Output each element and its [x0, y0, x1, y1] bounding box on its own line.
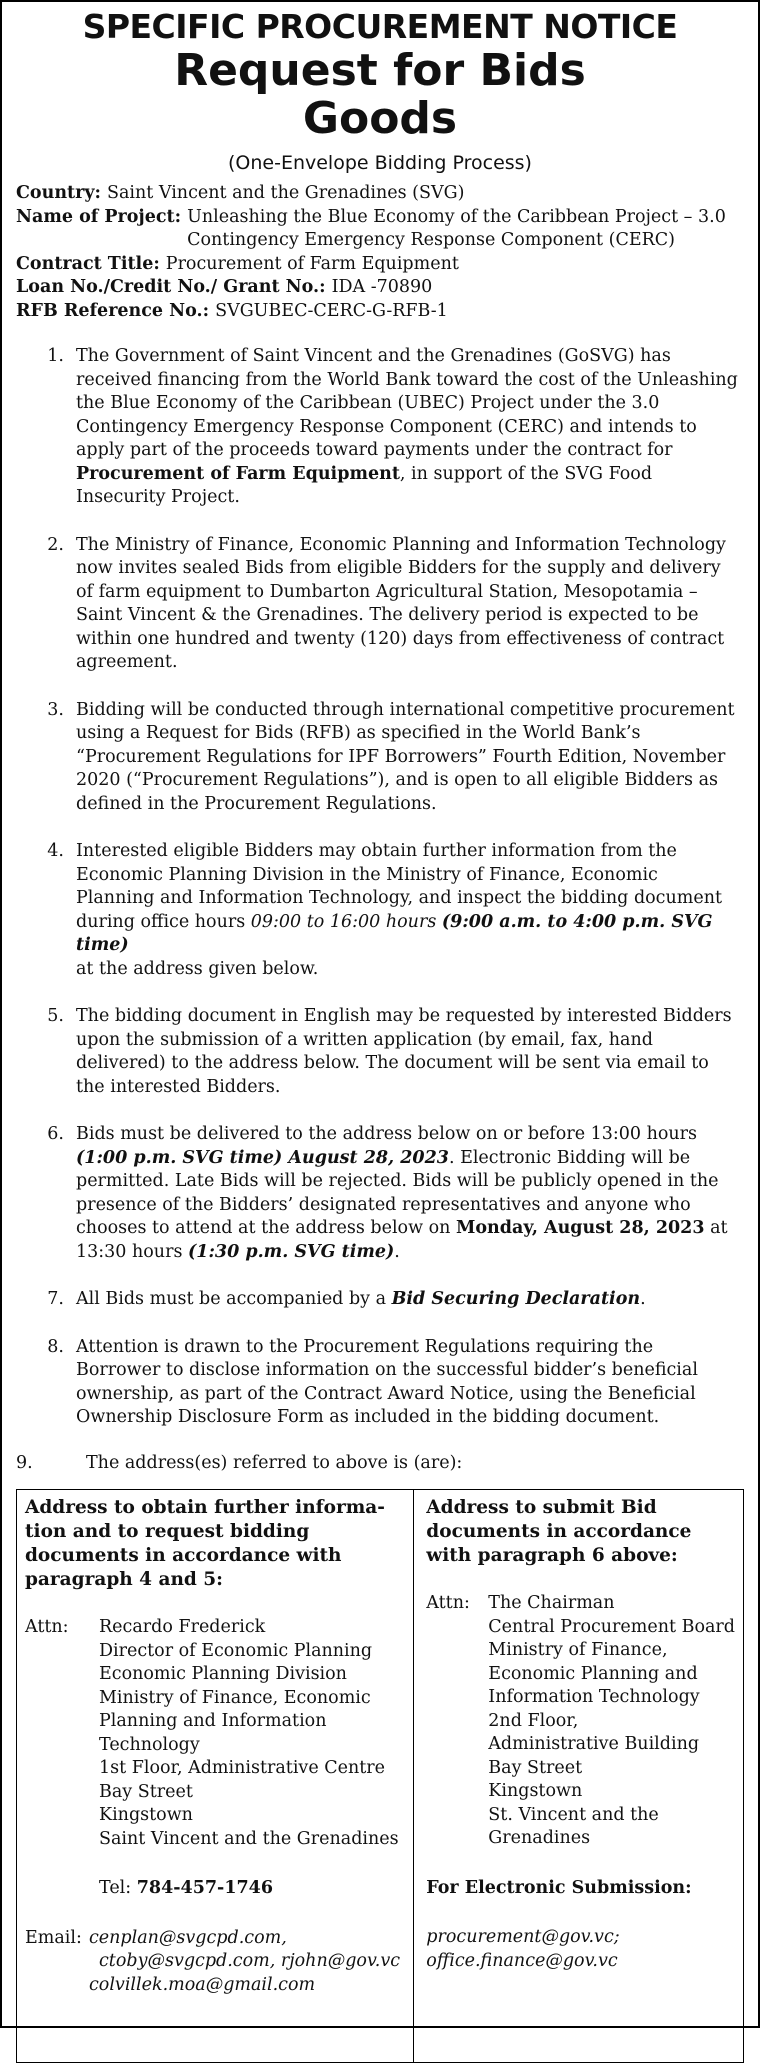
paragraph-number: 1.: [47, 346, 64, 366]
address-line: Central Procurement Board: [488, 1616, 735, 1637]
paragraph-number: 5.: [47, 1006, 64, 1026]
paragraph-text-part: .: [394, 1241, 400, 1262]
heading-line: Address to submit Bid: [426, 1497, 657, 1518]
attn-block: [426, 1592, 735, 1851]
paragraph-bold-italic-part: (1:00 p.m. SVG time) August 28, 2023: [76, 1147, 449, 1168]
address-line: St. Vincent and the: [488, 1804, 659, 1825]
address-line: Kingstown: [488, 1781, 583, 1801]
paragraph-text: Attention is drawn to the Procurement Regulations requiring the Borrower to disclose information on the successful bidder’s beneficial ownership, as part of the Contract Award Notice, using the Beneficial Ownership Disclosure Form as included in the bidding document.: [76, 1336, 698, 1427]
address-line: 1st Floor, Administrative Centre: [99, 1758, 386, 1778]
paragraph-text-part: at the address given below.: [76, 958, 319, 979]
address-line: Administrative Building: [488, 1734, 700, 1754]
email-block: [25, 1927, 405, 1998]
paragraph-5: [16, 1005, 744, 1099]
paragraph-3: [16, 699, 744, 817]
email-address: cenplan@svgcpd.com,: [89, 1927, 287, 1948]
paragraph-number: 2.: [47, 534, 64, 555]
tel-label: Tel:: [99, 1878, 137, 1898]
address-line: Saint Vincent and the Grenadines: [99, 1828, 399, 1849]
heading-line: with paragraph 6 above:: [426, 1545, 678, 1566]
address-line: Grenadines: [488, 1828, 591, 1848]
paragraph-bold-part: Procurement of Farm Equipment: [76, 463, 400, 484]
project-value-line-1: Unleashing the Blue Economy of the Caribbean Project – 3.0: [187, 206, 726, 227]
paragraph-text-part: All Bids must be accompanied by a: [76, 1289, 392, 1309]
loan-row: [16, 276, 744, 300]
project-value-line-2: Contingency Emergency Response Component (CERC): [187, 230, 676, 250]
loan-label: Loan No./Credit No./ Grant No.:: [16, 277, 326, 297]
process-subtitle: (One-Envelope Bidding Process): [228, 152, 532, 174]
paragraph-6: [16, 1123, 744, 1264]
project-label: Name of Project:: [16, 206, 182, 227]
paragraph-number: 8.: [47, 1336, 64, 1357]
address-table: [16, 1489, 744, 2063]
paragraph-number: 4.: [47, 841, 64, 861]
paragraph-1: [16, 345, 744, 510]
project-info: [16, 182, 744, 323]
address-line: Economic Planning Division: [99, 1664, 347, 1684]
contract-label: Contract Title:: [16, 253, 160, 274]
email-label: Email:: [25, 1927, 82, 1948]
address-line: Technology: [99, 1734, 200, 1755]
notice-type-heading: SPECIFIC PROCUREMENT NOTICE: [82, 7, 678, 46]
paragraph-7: [16, 1288, 744, 1312]
rfb-value: SVGUBEC-CERC-G-RFB-1: [215, 300, 448, 321]
paragraph-text-part: The Government of Saint Vincent and the Grenadines (GoSVG) has received financing from the World Bank toward the cost of the Unleashing the Blue Economy of the Caribbean (UBEC) Project under the 3.0 Contingency Emergency Response Component (CERC) and intends to apply part of the proceeds toward payments under the contract for: [76, 346, 738, 460]
email-address: ctoby@svgcpd.com, rjohn@gov.vc: [99, 1951, 401, 1971]
address-line: Recardo Frederick: [99, 1617, 266, 1637]
country-row: [16, 182, 744, 206]
paragraph-list: [16, 345, 744, 1475]
contract-value: Procurement of Farm Equipment: [165, 253, 459, 274]
rfb-row: [16, 300, 744, 324]
heading-line: documents in accordance: [426, 1521, 692, 1542]
attn-label: Attn:: [426, 1593, 470, 1613]
paragraph-bold-italic-part: Bid Securing Declaration: [391, 1289, 641, 1309]
address-line: The Chairman: [488, 1593, 615, 1613]
tel-number: 784-457-1746: [136, 1878, 274, 1898]
address-line: Ministry of Finance,: [488, 1640, 668, 1660]
project-value: [187, 206, 744, 253]
paragraph-number: 3.: [47, 699, 64, 720]
address-line: Bay Street: [488, 1757, 583, 1778]
paragraph-text-part: . Electronic Bidding will be permitted. Late Bids will be rejected. Bids will be publicly opened in the presence of the Bidders’ designated representatives and anyone who chooses to attend at the address below on: [76, 1147, 719, 1238]
project-row: [16, 206, 744, 253]
paragraph-text-part: , in support of the SVG Food Insecurity Project.: [76, 463, 653, 507]
paragraph-text-part: .: [640, 1289, 646, 1309]
email-address: procurement@gov.vc;: [426, 1927, 620, 1947]
address-column-submit: [414, 1490, 743, 2062]
title-line-1: Request for Bids: [174, 45, 586, 96]
address-line: 2nd Floor,: [488, 1710, 579, 1731]
attn-block: [25, 1616, 405, 1851]
paragraph-text-part: at 13:30 hours: [76, 1218, 728, 1262]
telephone: [25, 1877, 405, 1901]
paragraph-8: [16, 1336, 744, 1430]
paragraph-4: [16, 840, 744, 981]
paragraph-text: The Ministry of Finance, Economic Planning and Information Technology now invites sealed Bids from eligible Bidders for the supply and delivery of farm equipment to Dumbarton Agricultural Station, Mesopotamia – Saint Vincent & the Grenadines. The delivery period is expected to be within one hundred and twenty (120) days from effectiveness of contract agreement.: [76, 534, 726, 672]
paragraph-bold-italic-part: (9:00 a.m. to 4:00 p.m. SVG time): [76, 911, 713, 955]
paragraph-text: The bidding document in English may be requested by interested Bidders upon the submission of a written application (by email, fax, hand delivered) to the address below. The document will be sent via email to the interested Bidders.: [76, 1006, 732, 1097]
address-line: Kingstown: [99, 1805, 193, 1825]
paragraph-bold-italic-part: (1:30 p.m. SVG time): [187, 1241, 395, 1262]
address-line: Information Technology: [488, 1687, 700, 1707]
attn-label: Attn:: [25, 1617, 69, 1637]
address-line: Ministry of Finance, Economic: [99, 1687, 371, 1708]
paragraph-text: [76, 345, 744, 510]
paragraph-number: 9.: [16, 1452, 33, 1473]
heading-line: paragraph 4 and 5:: [25, 1569, 223, 1590]
heading-line: Address to obtain further informa-: [25, 1497, 385, 1518]
contract-row: [16, 253, 744, 277]
address-line: Director of Economic Planning: [99, 1640, 373, 1661]
heading-line: documents in accordance with: [25, 1545, 342, 1566]
paragraph-italic-part: 09:00 to 16:00 hours: [250, 911, 437, 932]
address-lines: [488, 1592, 735, 1851]
address-line: Planning and Information: [99, 1711, 327, 1731]
email-list: [89, 1927, 400, 1998]
email-list: [426, 1926, 735, 1973]
heading-line: tion and to request bidding: [25, 1521, 310, 1542]
paragraph-number: 7.: [47, 1289, 64, 1309]
paragraph-2: [16, 534, 744, 675]
paragraph-number: 6.: [47, 1124, 64, 1144]
loan-value: IDA -70890: [331, 277, 433, 297]
electronic-submission-label: For Electronic Submission:: [426, 1877, 692, 1898]
country-label: Country:: [16, 183, 101, 203]
paragraph-bold-part: Monday, August 28, 2023: [455, 1218, 705, 1238]
rfb-label: RFB Reference No.:: [16, 300, 210, 321]
paragraph-text: [76, 840, 744, 981]
email-address: office.finance@gov.vc: [426, 1950, 618, 1971]
address-line: Bay Street: [99, 1781, 193, 1802]
paragraph-text: [76, 1288, 744, 1312]
paragraph-text-part: Bids must be delivered to the address below on or before 13:00 hours: [76, 1124, 698, 1144]
paragraph-text: The address(es) referred to above is (are):: [86, 1452, 463, 1473]
paragraph-text: [76, 1123, 744, 1264]
email-address: colvillek.moa@gmail.com: [89, 1974, 316, 1995]
address-submit-heading: [426, 1496, 735, 1568]
paragraph-9: [16, 1452, 744, 1476]
address-line: Economic Planning and: [488, 1663, 698, 1684]
title-line-2: Goods: [302, 93, 458, 144]
paragraph-text-part: Interested eligible Bidders may obtain further information from the Economic Planning Division in the Ministry of Finance, Economic Planning and Information Technology, and inspect the bidding document during office hours: [76, 841, 723, 932]
address-info-heading: [25, 1496, 405, 1592]
address-column-info: [17, 1490, 414, 2062]
address-lines: [99, 1616, 399, 1851]
country-value: Saint Vincent and the Grenadines (SVG): [106, 183, 465, 203]
paragraph-text: Bidding will be conducted through international competitive procurement using a Request for Bids (RFB) as specified in the World Bank’s “Procurement Regulations for IPF Borrowers” Fourth Edition, November 2020 (“Procurement Regulations”), and is open to all eligible Bidders as defined in the Procurement Regulations.: [76, 699, 735, 814]
